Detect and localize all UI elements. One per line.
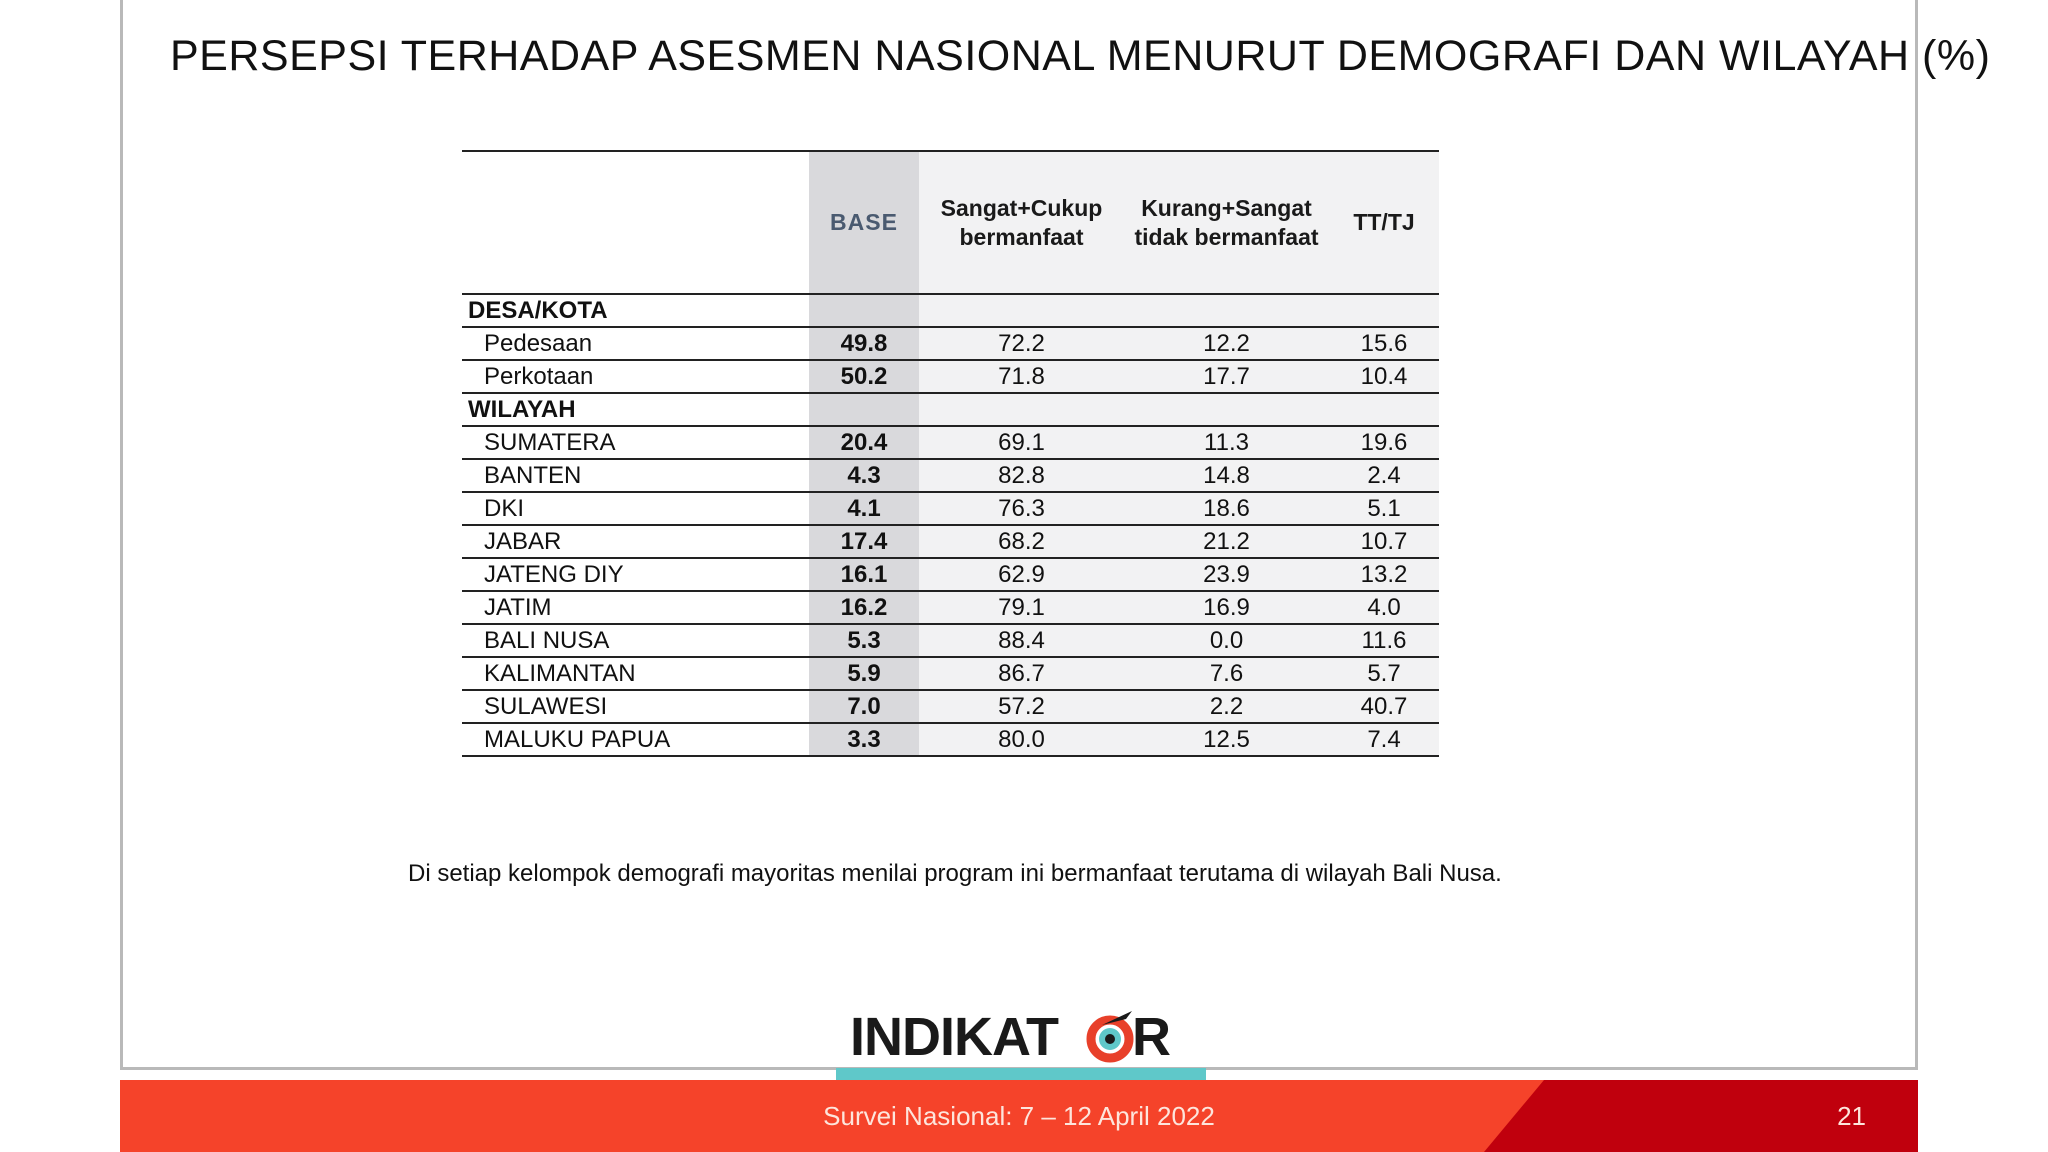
- header-tt-tj: TT/TJ: [1329, 151, 1439, 294]
- tt-tj-value: 2.4: [1329, 459, 1439, 492]
- tt-tj-value: 10.4: [1329, 360, 1439, 393]
- base-value: 3.3: [809, 723, 919, 756]
- beneficial-value: 72.2: [919, 327, 1124, 360]
- header-beneficial-line1: Sangat+Cukup: [940, 194, 1103, 221]
- indikator-logo: [850, 1003, 1190, 1073]
- base-value: 50.2: [809, 360, 919, 393]
- tt-tj-value: 13.2: [1329, 558, 1439, 591]
- not-beneficial-value: 7.6: [1124, 657, 1329, 690]
- base-value: 16.1: [809, 558, 919, 591]
- table-row: [462, 327, 1439, 360]
- group-empty-cell: [1329, 393, 1439, 426]
- row-label: DKI: [462, 492, 809, 525]
- tt-tj-value: 40.7: [1329, 690, 1439, 723]
- table-row: [462, 459, 1439, 492]
- group-empty-cell: [919, 294, 1124, 327]
- row-label: JATIM: [462, 591, 809, 624]
- base-value: 16.2: [809, 591, 919, 624]
- row-label: BALI NUSA: [462, 624, 809, 657]
- base-value: 49.8: [809, 327, 919, 360]
- group-empty-cell: [919, 393, 1124, 426]
- group-empty-cell: [1124, 393, 1329, 426]
- table-row: [462, 360, 1439, 393]
- not-beneficial-value: 23.9: [1124, 558, 1329, 591]
- not-beneficial-value: 21.2: [1124, 525, 1329, 558]
- beneficial-value: 79.1: [919, 591, 1124, 624]
- beneficial-value: 69.1: [919, 426, 1124, 459]
- beneficial-value: 88.4: [919, 624, 1124, 657]
- header-beneficial: [919, 151, 1124, 294]
- not-beneficial-value: 11.3: [1124, 426, 1329, 459]
- beneficial-value: 62.9: [919, 558, 1124, 591]
- logo-ring-icon: [1091, 1011, 1132, 1058]
- base-value: 20.4: [809, 426, 919, 459]
- base-value: 4.3: [809, 459, 919, 492]
- base-value: 5.9: [809, 657, 919, 690]
- table-row: [462, 690, 1439, 723]
- header-base: BASE: [809, 151, 919, 294]
- beneficial-value: 57.2: [919, 690, 1124, 723]
- beneficial-value: 76.3: [919, 492, 1124, 525]
- group-empty-cell: [1329, 294, 1439, 327]
- tt-tj-value: 10.7: [1329, 525, 1439, 558]
- row-label: SUMATERA: [462, 426, 809, 459]
- not-beneficial-value: 12.5: [1124, 723, 1329, 756]
- svg-text:INDIKAT: INDIKAT: [850, 1007, 1058, 1067]
- table-row: [462, 525, 1439, 558]
- group-header-row: [462, 294, 1439, 327]
- beneficial-value: 68.2: [919, 525, 1124, 558]
- beneficial-value: 71.8: [919, 360, 1124, 393]
- footer-survey-text: Survei Nasional: 7 – 12 April 2022: [823, 1101, 1215, 1131]
- beneficial-value: 80.0: [919, 723, 1124, 756]
- header-not-beneficial-line2: tidak bermanfaat: [1134, 223, 1319, 250]
- tt-tj-value: 5.7: [1329, 657, 1439, 690]
- table-row: [462, 492, 1439, 525]
- group-label: DESA/KOTA: [462, 294, 809, 327]
- not-beneficial-value: 14.8: [1124, 459, 1329, 492]
- not-beneficial-value: 18.6: [1124, 492, 1329, 525]
- group-base-cell: [809, 393, 919, 426]
- not-beneficial-value: 16.9: [1124, 591, 1329, 624]
- page-number: 21: [1837, 1101, 1866, 1131]
- header-not-beneficial-line1: Kurang+Sangat: [1141, 194, 1312, 221]
- footer-bar: [120, 1080, 1918, 1152]
- tt-tj-value: 5.1: [1329, 492, 1439, 525]
- tt-tj-value: 15.6: [1329, 327, 1439, 360]
- group-base-cell: [809, 294, 919, 327]
- tt-tj-value: 19.6: [1329, 426, 1439, 459]
- table-row: [462, 624, 1439, 657]
- header-not-beneficial: [1124, 151, 1329, 294]
- group-label: WILAYAH: [462, 393, 809, 426]
- tt-tj-value: 4.0: [1329, 591, 1439, 624]
- svg-text:R: R: [1132, 1007, 1171, 1067]
- data-table-container: [462, 150, 1439, 757]
- row-label: JABAR: [462, 525, 809, 558]
- not-beneficial-value: 17.7: [1124, 360, 1329, 393]
- base-value: 7.0: [809, 690, 919, 723]
- beneficial-value: 82.8: [919, 459, 1124, 492]
- table-row: [462, 657, 1439, 690]
- base-value: 17.4: [809, 525, 919, 558]
- base-value: 4.1: [809, 492, 919, 525]
- not-beneficial-value: 0.0: [1124, 624, 1329, 657]
- table-body: [462, 294, 1439, 756]
- not-beneficial-value: 12.2: [1124, 327, 1329, 360]
- beneficial-value: 86.7: [919, 657, 1124, 690]
- header-empty-cell: [462, 151, 809, 294]
- tt-tj-value: 7.4: [1329, 723, 1439, 756]
- indikator-logo-graphic: [850, 1003, 1190, 1073]
- header-beneficial-line2: bermanfaat: [959, 223, 1084, 250]
- table-header-row: [462, 151, 1439, 294]
- row-label: SULAWESI: [462, 690, 809, 723]
- summary-note: Di setiap kelompok demografi mayoritas menilai program ini bermanfaat terutama di wilayah Bali Nusa.: [408, 860, 1502, 887]
- group-header-row: [462, 393, 1439, 426]
- base-value: 5.3: [809, 624, 919, 657]
- table-row: [462, 558, 1439, 591]
- page-title: PERSEPSI TERHADAP ASESMEN NASIONAL MENURUT DEMOGRAFI DAN WILAYAH (%): [170, 32, 1991, 80]
- row-label: Pedesaan: [462, 327, 809, 360]
- table-row: [462, 723, 1439, 756]
- row-label: BANTEN: [462, 459, 809, 492]
- group-empty-cell: [1124, 294, 1329, 327]
- row-label: KALIMANTAN: [462, 657, 809, 690]
- table-row: [462, 591, 1439, 624]
- perception-table: [462, 150, 1439, 757]
- row-label: JATENG DIY: [462, 558, 809, 591]
- row-label: MALUKU PAPUA: [462, 723, 809, 756]
- table-row: [462, 426, 1439, 459]
- not-beneficial-value: 2.2: [1124, 690, 1329, 723]
- row-label: Perkotaan: [462, 360, 809, 393]
- tt-tj-value: 11.6: [1329, 624, 1439, 657]
